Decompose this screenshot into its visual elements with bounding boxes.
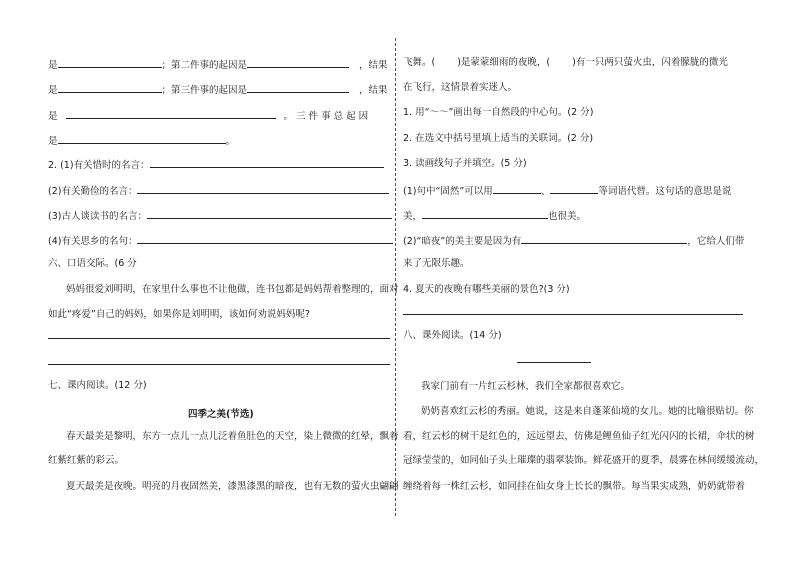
passage-para: 缠绕着每一株红云杉，如同挂在仙女身上长长的飘带。每当果实成熟，奶奶就带着 <box>403 481 746 492</box>
q2-2-line: (2)有关勤俭的名言： <box>48 183 389 198</box>
blank[interactable] <box>422 208 548 219</box>
blank[interactable] <box>66 108 276 119</box>
question-3: 3. 读画线句子并填空。(5 分) <box>403 158 527 169</box>
passage-para: 春天最美是黎明，东方一点儿一点儿泛着鱼肚色的天空，染上微微的红晕，飘着 <box>66 431 399 442</box>
section-6-para: 妈妈很爱刘明明，在家里什么事也不让他做，连书包都是妈妈帮着整理的，面对 <box>66 284 399 295</box>
section-7-heading: 七、课内阅读。(12 分) <box>48 380 147 391</box>
title-blank[interactable] <box>517 362 591 363</box>
blank-line-1: 是 ；第二件事的起因是 ，结果 <box>48 57 388 72</box>
section-6-heading: 六、口语交际。(6 分 <box>48 258 137 269</box>
passage-title: 四季之美(节选) <box>188 409 254 420</box>
passage-continued: 飞舞。( )是蒙蒙细雨的夜晚，( )有一只两只萤火虫，闪着朦胧的微光 <box>403 57 728 68</box>
blank[interactable] <box>247 57 349 68</box>
answer-line[interactable] <box>150 157 384 168</box>
answer-line[interactable] <box>147 208 392 219</box>
blank[interactable] <box>58 57 162 68</box>
passage-para: 看，红云杉的树干是红色的，远远望去，仿佛是鲤鱼仙子红光闪闪的长裙，伞状的树 <box>403 431 755 442</box>
section-8-heading: 八、课外阅读。(14 分) <box>403 330 502 341</box>
passage-continued: 在飞行，这情景着实迷人。 <box>403 82 518 93</box>
question-1: 1. 用“～～”画出每一自然段的中心句。(2 分) <box>403 107 594 118</box>
blank-line-3: 是 。 三 件 事 总 起 因 <box>48 108 368 123</box>
blank[interactable] <box>247 82 349 93</box>
answer-line[interactable] <box>137 183 389 194</box>
answer-rule[interactable] <box>48 364 390 365</box>
blank[interactable] <box>58 133 226 144</box>
blank-line-2: 是 ；第三件事的起因是 ，结果 <box>48 82 388 97</box>
blank-line-4: 是 。 <box>48 133 235 148</box>
blank[interactable] <box>493 183 541 194</box>
answer-rule[interactable] <box>48 338 390 339</box>
blank[interactable] <box>550 183 598 194</box>
answer-rule[interactable] <box>403 314 743 315</box>
passage-para: 红紫红紫的彩云。 <box>48 455 125 466</box>
question-3-1: (1)句中“固然”可以用 、 等词语代替。这句话的意思是说 <box>403 183 731 198</box>
passage-para: 奶奶喜欢红云杉的秀丽。她说，这是来自蓬莱仙境的女儿。她的比喻很贴切。你 <box>421 406 754 417</box>
question-3-2b: 来了无限乐趣。 <box>403 258 470 269</box>
passage-para: 冠绿莹莹的，如同仙子头上璀璨的翡翠装饰。鲜花盛开的夏季，晨雾在林间缓缓流动， <box>403 455 765 466</box>
blank[interactable] <box>521 233 687 244</box>
blank[interactable] <box>58 82 162 93</box>
column-divider <box>395 38 396 516</box>
section-6-para: 如此“疼爱”自己的妈妈，如果你是刘明明，该如何劝说妈妈呢? <box>48 309 310 320</box>
question-2: 2. 在选文中括号里填上适当的关联词。(2 分) <box>403 133 594 144</box>
passage-para: 我家门前有一片红云杉林，我们全家都很喜欢它。 <box>421 381 631 392</box>
q2-3-line: (3)古人谈读书的名言： <box>48 208 392 223</box>
question-3-2: (2)“暗夜”的美主要是因为有 ，它给人们带 <box>403 233 744 248</box>
answer-line[interactable] <box>137 233 393 244</box>
q2-line: 2. (1)有关惜时的名言： <box>48 157 384 172</box>
question-3-1b: 美， 也很美。 <box>403 208 586 223</box>
passage-para: 夏天最美是夜晚。明亮的月夜固然美，漆黑漆黑的暗夜，也有无数的萤火虫翩翩 <box>66 481 399 492</box>
q2-4-line: (4)有关思乡的名句： <box>48 233 393 248</box>
question-4: 4. 夏天的夜晚有哪些美丽的景色?(3 分) <box>403 284 570 295</box>
